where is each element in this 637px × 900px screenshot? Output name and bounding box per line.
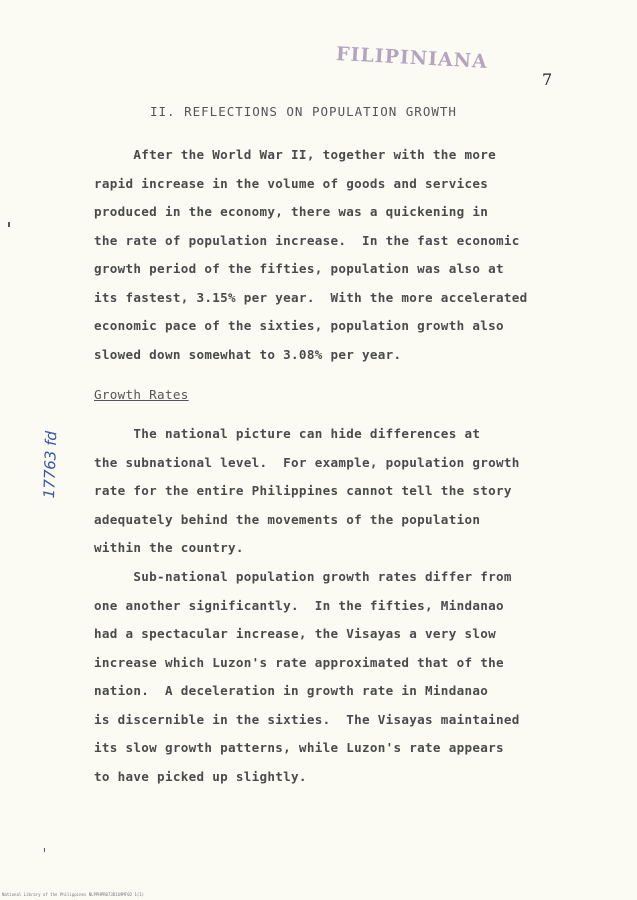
text-line: had a spectacular increase, the Visayas a very slow <box>94 626 496 641</box>
text-line: increase which Luzon's rate approximated that of the <box>94 654 504 670</box>
text-line: After the World War II, together with the more <box>94 147 496 162</box>
handwritten-margin-note: 17763 fd <box>40 430 61 499</box>
text-line: economic pace of the sixties, population growth also <box>94 318 504 333</box>
section-heading: II. REFLECTIONS ON POPULATION GROWTH <box>150 104 457 119</box>
text-line: rapid increase in the volume of goods and services <box>94 175 489 191</box>
text-line: the subnational level. For example, population growth <box>94 454 520 470</box>
text-line: adequately behind the movements of the population <box>94 511 481 527</box>
text-line: produced in the economy, there was a quickening in <box>94 204 489 219</box>
text-line: nation. A deceleration in growth rate in Mindanao <box>94 683 489 698</box>
scan-speck <box>44 848 45 852</box>
text-line: to have picked up slightly. <box>94 768 307 784</box>
scan-speck <box>8 222 10 227</box>
text-line: one another significantly. In the fifties, Mindanao <box>94 597 504 613</box>
scan-footer: National Library of the Philippines NLPPHPR073D169MF02 1(1) <box>2 892 145 897</box>
text-line: its slow growth patterns, while Luzon's rate appears <box>94 740 504 755</box>
text-line: is discernible in the sixties. The Visayas maintained <box>94 711 520 727</box>
text-line: Sub-national population growth rates differ from <box>94 569 512 584</box>
text-line: its fastest, 3.15% per year. With the more accelerated <box>94 289 528 305</box>
paragraph-2 <box>94 420 604 563</box>
text-line: The national picture can hide differences at <box>94 426 481 441</box>
paragraph-1 <box>94 141 604 369</box>
paragraph-3 <box>94 563 604 791</box>
text-line: growth period of the fifties, population was also at <box>94 261 504 276</box>
text-line: within the country. <box>94 540 244 555</box>
page-number: 7 <box>542 70 553 89</box>
text-line: the rate of population increase. In the fast economic <box>94 232 520 248</box>
text-line: slowed down somewhat to 3.08% per year. <box>94 346 402 362</box>
subsection-heading: Growth Rates <box>94 387 189 402</box>
text-line: rate for the entire Philippines cannot tell the story <box>94 483 512 498</box>
filipiniana-stamp: FILIPINIANA <box>335 43 489 73</box>
